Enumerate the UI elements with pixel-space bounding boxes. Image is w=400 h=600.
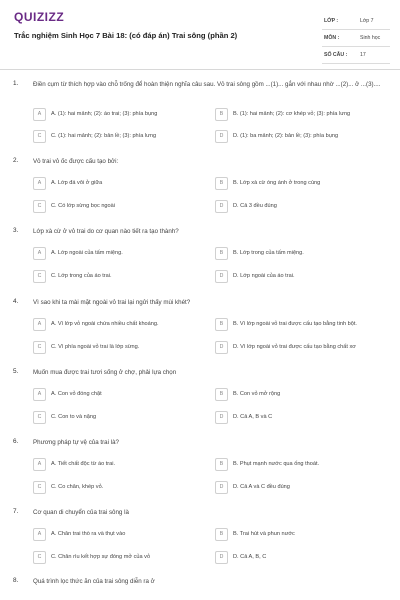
meta-label: LỚP : (324, 18, 339, 24)
option-text: C. Chân rìu kết hợp sự đóng mở của vỏ (51, 554, 151, 560)
option-text: A. Vì lớp vỏ ngoài chứa nhiều chất khoáng. (51, 321, 159, 327)
option-letter-box: D (215, 481, 228, 494)
question-text: Điền cụm từ thích hợp vào chỗ trống để hoàn thiện nghĩa câu sau. Vỏ trai sông gồm ...(1)... gắn với nhau nhờ ...(2)... ở ...(3).... (33, 81, 381, 88)
option-d[interactable] (215, 551, 390, 565)
option-text: C. Con to và nặng (51, 414, 97, 420)
option-a[interactable] (33, 247, 208, 261)
option-b[interactable] (215, 458, 390, 472)
option-letter-box: C (33, 411, 46, 424)
option-letter-box: C (33, 200, 46, 213)
option-letter-box: B (215, 318, 228, 331)
question-text: Vì sao khi ta mài mặt ngoài vỏ trai lại ngửi thấy mùi khét? (33, 299, 191, 306)
option-letter-box: A (33, 177, 46, 190)
quiz-meta-table (322, 13, 390, 64)
option-text: B. Phụt mạnh nước qua ống thoát. (233, 461, 320, 467)
option-c[interactable] (33, 481, 208, 495)
option-letter-box: A (33, 388, 46, 401)
question-number: 7. (13, 508, 19, 515)
option-letter-box: C (33, 130, 46, 143)
option-letter-box: B (215, 388, 228, 401)
meta-value: Lớp 7 (360, 18, 374, 24)
option-a[interactable] (33, 318, 208, 332)
option-d[interactable] (215, 200, 390, 214)
option-letter-box: D (215, 130, 228, 143)
option-b[interactable] (215, 108, 390, 122)
question-text: Vỏ trai vỏ ốc được cấu tạo bởi: (33, 158, 119, 165)
page-title: Trắc nghiệm Sinh Học 7 Bài 18: (có đáp án) Trai sông (phần 2) (14, 31, 238, 40)
option-letter-box: D (215, 341, 228, 354)
option-text: D. Vì lớp ngoài vỏ trai được cấu tạo bằng chất xơ (233, 344, 356, 350)
question-text: Quá trình lọc thức ăn của trai sông diễn ra ở (33, 578, 155, 585)
question-text: Lớp xà cừ ở vỏ trai do cơ quan nào tiết ra tạo thành? (33, 228, 179, 235)
option-a[interactable] (33, 177, 208, 191)
header-divider (0, 69, 400, 70)
option-letter-box: A (33, 318, 46, 331)
meta-value: 17 (360, 52, 366, 58)
option-text: D. Cả A, B và C (233, 414, 273, 420)
option-letter-box: B (215, 108, 228, 121)
option-d[interactable] (215, 270, 390, 284)
option-a[interactable] (33, 108, 208, 122)
meta-row-count (322, 47, 390, 64)
option-text: D. (1): ba mảnh; (2): bản lề; (3): phía bụng (233, 133, 339, 139)
option-text: A. Tiết chất độc từ áo trai. (51, 461, 116, 467)
option-letter-box: D (215, 551, 228, 564)
question-number: 2. (13, 157, 19, 164)
option-b[interactable] (215, 318, 390, 332)
option-text: A. Chân trai thò ra và thụt vào (51, 531, 126, 537)
option-text: B. (1): hai mảnh; (2): cơ khép vỏ; (3): phía lưng (233, 111, 351, 117)
option-letter-box: B (215, 458, 228, 471)
option-c[interactable] (33, 200, 208, 214)
option-text: D. Cả 3 đều đúng (233, 203, 277, 209)
option-b[interactable] (215, 247, 390, 261)
option-c[interactable] (33, 551, 208, 565)
document-header (0, 0, 400, 68)
meta-label: SỐ CÂU : (324, 52, 348, 58)
question-text: Muốn mua được trai tươi sống ở chợ, phải lựa chọn (33, 369, 177, 376)
option-b[interactable] (215, 528, 390, 542)
question-number: 6. (13, 438, 19, 445)
option-a[interactable] (33, 528, 208, 542)
option-letter-box: A (33, 247, 46, 260)
option-text: B. Lớp trong của tấm miệng. (233, 250, 304, 256)
option-d[interactable] (215, 341, 390, 355)
meta-row-subject (322, 30, 390, 47)
option-text: C. Co chân, khép vỏ. (51, 484, 104, 490)
option-text: A. Lớp đá vôi ở giữa (51, 180, 103, 186)
question-text: Phương pháp tự vệ của trai là? (33, 439, 119, 446)
option-text: A. Lớp ngoài của tấm miệng. (51, 250, 123, 256)
option-text: B. Vì lớp ngoài vỏ trai được cấu tạo bằng tinh bột. (233, 321, 357, 327)
option-letter-box: A (33, 528, 46, 541)
option-letter-box: A (33, 108, 46, 121)
option-letter-box: D (215, 411, 228, 424)
question-number: 1. (13, 80, 19, 87)
option-letter-box: D (215, 270, 228, 283)
option-letter-box: C (33, 270, 46, 283)
meta-value: Sinh học (360, 35, 381, 41)
option-text: D. Cả A và C đều đúng (233, 484, 290, 490)
option-c[interactable] (33, 341, 208, 355)
option-text: A. (1): hai mảnh; (2): áo trai; (3): phía bụng (51, 111, 158, 117)
option-c[interactable] (33, 411, 208, 425)
option-letter-box: B (215, 177, 228, 190)
option-text: D. Cả A, B, C (233, 554, 267, 560)
option-text: C. Lớp trong của áo trai. (51, 273, 112, 279)
option-text: B. Lớp xà cừ óng ánh ở trong cùng (233, 180, 321, 186)
quizizz-logo: QUIZIZZ (14, 10, 65, 24)
option-letter-box: C (33, 481, 46, 494)
option-d[interactable] (215, 130, 390, 144)
question-number: 5. (13, 368, 19, 375)
option-b[interactable] (215, 388, 390, 402)
option-letter-box: A (33, 458, 46, 471)
question-number: 3. (13, 227, 19, 234)
option-text: C. Có lớp sừng bọc ngoài (51, 203, 116, 209)
option-letter-box: C (33, 341, 46, 354)
option-letter-box: D (215, 200, 228, 213)
option-c[interactable] (33, 130, 208, 144)
option-text: A. Con vỏ đóng chặt (51, 391, 102, 397)
option-d[interactable] (215, 481, 390, 495)
option-letter-box: B (215, 247, 228, 260)
meta-row-class (322, 13, 390, 30)
option-letter-box: B (215, 528, 228, 541)
option-text: C. (1): hai mảnh; (2): bản lề; (3): phía lưng (51, 133, 157, 139)
meta-label: MÔN : (324, 35, 340, 41)
option-text: B. Trai hút và phun nước (233, 531, 295, 537)
option-b[interactable] (215, 177, 390, 191)
option-a[interactable] (33, 458, 208, 472)
option-letter-box: C (33, 551, 46, 564)
question-text: Cơ quan di chuyển của trai sông là (33, 509, 129, 516)
option-text: C. Vì phía ngoài vỏ trai là lớp sừng. (51, 344, 140, 350)
option-text: B. Con vỏ mở rộng (233, 391, 281, 397)
question-number: 4. (13, 298, 19, 305)
option-d[interactable] (215, 411, 390, 425)
option-text: D. Lớp ngoài của áo trai. (233, 273, 295, 279)
option-a[interactable] (33, 388, 208, 402)
option-c[interactable] (33, 270, 208, 284)
question-number: 8. (13, 577, 19, 584)
